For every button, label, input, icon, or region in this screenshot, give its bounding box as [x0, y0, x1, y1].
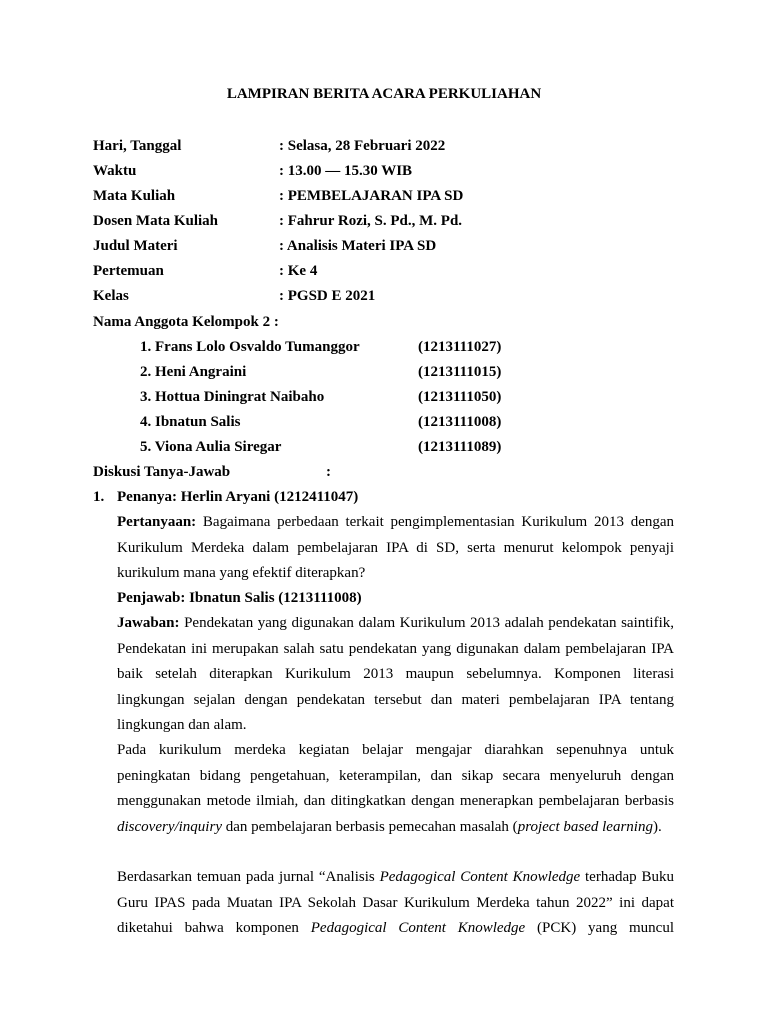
- info-value: : Selasa, 28 Februari 2022: [279, 138, 446, 154]
- member-row: [140, 339, 502, 356]
- answerer: Penjawab: Ibnatun Salis (1213111008): [117, 590, 362, 606]
- info-label: Judul Materi: [93, 238, 178, 254]
- text-run: terhadap Buku Guru IPAS pada Muatan IPA Sekolah Dasar Kurikulum Merdeka tahun 2022” ini dapat diketahui bahwa komponen: [117, 869, 675, 936]
- text-run: (PCK) yang muncul: [537, 920, 675, 936]
- member-row: [140, 439, 502, 456]
- italic-run: project based learning: [517, 818, 653, 835]
- question-number: 1.: [93, 489, 105, 505]
- group-label: Nama Anggota Kelompok 2 :: [93, 314, 279, 330]
- text-run: Berdasarkan temuan pada jurnal “Analisis: [117, 869, 375, 885]
- text-run: ).: [652, 818, 662, 835]
- member-nim: (1213111015): [418, 364, 502, 380]
- info-label: Mata Kuliah: [93, 188, 176, 204]
- info-label: Dosen Mata Kuliah: [93, 213, 219, 229]
- question-asker: Penanya: Herlin Aryani (1212411047): [117, 489, 359, 505]
- member-nim: (1213111027): [418, 339, 502, 355]
- info-value: : PEMBELAJARAN IPA SD: [279, 188, 464, 204]
- discussion-colon: :: [326, 464, 331, 480]
- info-value: : PGSD E 2021: [279, 288, 376, 304]
- italic-run: Pedagogical Content Knowledge: [379, 869, 581, 885]
- info-value: : 13.00 — 15.30 WIB: [279, 163, 413, 179]
- info-value: : Fahrur Rozi, S. Pd., M. Pd.: [279, 213, 463, 229]
- question-text: Bagaimana perbedaan terkait pengimplementasian Kurikulum 2013 dengan Kurikulum Merdeka dalam pembelajaran IPA di SD, serta menurut kelompok penyaji kurikulum mana yang efektif diterapkan?: [117, 514, 675, 581]
- question-paragraph: [117, 510, 674, 587]
- member-name: 1. Frans Lolo Osvaldo Tumanggor: [140, 339, 360, 355]
- italic-run: discovery/inquiry: [117, 818, 222, 835]
- member-row: [140, 364, 502, 381]
- answer-paragraph-3: [117, 865, 674, 942]
- info-value: : Analisis Materi IPA SD: [279, 238, 437, 254]
- text-run: Pada kurikulum merdeka kegiatan belajar mengajar diarahkan sepenuhnya untuk peningkatan bidang pengetahuan, keterampilan, dan sikap secara menyeluruh dengan menggunakan metode ilmiah, dan ditingkatkan dengan menerapkan pembelajaran berbasis: [117, 742, 674, 809]
- answer-label: Jawaban:: [117, 615, 180, 631]
- info-label: Waktu: [93, 163, 137, 179]
- answer-text: Pendekatan yang digunakan dalam Kurikulum 2013 adalah pendekatan saintifik, Pendekatan ini merupakan salah satu pendekatan yang digunakan dalam pembelajaran IPA baik setelah diterapkan Kurikulum 2013 maupun sebelumnya. Komponen literasi lingkungan sejalan dengan pendekatan tersebut dan materi pembelajaran IPA tentang lingkungan dan alam.: [117, 615, 674, 733]
- answer-paragraph-2: [117, 738, 674, 840]
- member-nim: (1213111008): [418, 414, 502, 430]
- member-name: 2. Heni Angraini: [140, 364, 247, 380]
- member-nim: (1213111050): [418, 389, 502, 405]
- info-value: : Ke 4: [279, 263, 318, 279]
- member-nim: (1213111089): [418, 439, 502, 455]
- info-label: Pertemuan: [93, 263, 164, 279]
- document-title: LAMPIRAN BERITA ACARA PERKULIAHAN: [226, 86, 542, 102]
- question-label: Pertanyaan:: [117, 514, 197, 530]
- italic-run: Pedagogical Content Knowledge: [310, 920, 526, 936]
- member-name: 4. Ibnatun Salis: [140, 414, 241, 430]
- discussion-label: Diskusi Tanya-Jawab: [93, 464, 231, 480]
- member-row: [140, 389, 502, 406]
- info-label: Hari, Tanggal: [93, 138, 182, 154]
- member-row: [140, 414, 502, 431]
- member-name: 3. Hottua Diningrat Naibaho: [140, 389, 325, 405]
- answer-paragraph: [117, 611, 674, 739]
- info-label: Kelas: [93, 288, 129, 304]
- text-run: dan pembelajaran berbasis pemecahan masalah (: [225, 818, 518, 835]
- member-name: 5. Viona Aulia Siregar: [140, 439, 282, 455]
